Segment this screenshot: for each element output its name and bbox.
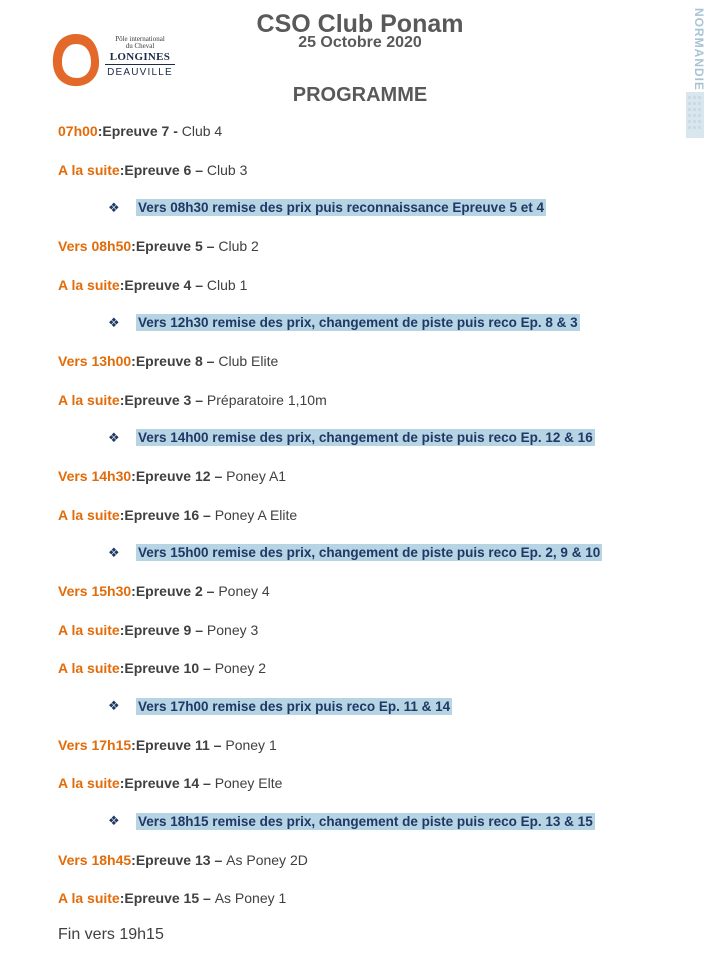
entry-category: Poney 2 bbox=[214, 659, 267, 676]
entry-event: Epreuve 6 – bbox=[124, 161, 204, 178]
programme-list bbox=[58, 112, 658, 917]
entry-event: Epreuve 4 – bbox=[124, 276, 204, 293]
schedule-entry bbox=[58, 112, 658, 150]
diamond-bullet-icon: ❖ bbox=[108, 429, 120, 445]
entry-event: Epreuve 5 – bbox=[135, 238, 215, 255]
diamond-bullet-icon: ❖ bbox=[108, 544, 120, 560]
entry-colon: : bbox=[119, 621, 125, 638]
note-text: Vers 14h00 remise des prix, changement de piste puis reco Ep. 12 & 16 bbox=[138, 430, 593, 446]
diamond-bullet-icon: ❖ bbox=[108, 698, 120, 714]
schedule-entry bbox=[58, 572, 658, 610]
entry-time: Vers 17h15 bbox=[58, 736, 132, 753]
entry-time: Vers 14h30 bbox=[58, 468, 132, 485]
normandie-text: NORMANDIE bbox=[692, 8, 706, 91]
entry-colon: : bbox=[119, 391, 125, 408]
schedule-entry bbox=[58, 495, 658, 533]
end-time: Fin vers 19h15 bbox=[58, 926, 164, 943]
entry-colon: : bbox=[119, 775, 125, 792]
entry-event: Epreuve 13 – bbox=[135, 851, 223, 868]
note-text: Vers 18h15 remise des prix, changement de piste puis reco Ep. 13 & 15 bbox=[138, 813, 593, 829]
entry-category: Préparatoire 1,10m bbox=[206, 391, 327, 408]
entry-time: Vers 18h45 bbox=[58, 851, 132, 868]
entry-category: Club 3 bbox=[206, 161, 248, 178]
page-title: CSO Club Ponam bbox=[256, 10, 464, 38]
normandie-brand-logo bbox=[684, 6, 706, 138]
schedule-note bbox=[58, 802, 658, 840]
entry-time: A la suite bbox=[58, 621, 120, 638]
note-text: Vers 17h00 remise des prix puis reco Ep. 11 & 14 bbox=[138, 698, 451, 714]
entry-category: As Poney 2D bbox=[226, 851, 308, 868]
entry-event: Epreuve 11 – bbox=[135, 736, 222, 753]
schedule-entry bbox=[58, 726, 658, 764]
entry-time: A la suite bbox=[58, 391, 120, 408]
schedule-entry bbox=[58, 380, 658, 418]
schedule-note bbox=[58, 419, 658, 457]
entry-category: Poney A1 bbox=[226, 468, 287, 485]
entry-colon: : bbox=[131, 851, 136, 868]
entry-colon: : bbox=[119, 890, 125, 907]
diamond-bullet-icon: ❖ bbox=[108, 199, 120, 215]
entry-colon: : bbox=[131, 736, 136, 753]
entry-category: As Poney 1 bbox=[214, 890, 287, 907]
entry-category: Poney 1 bbox=[225, 736, 277, 753]
entry-colon: : bbox=[131, 238, 136, 255]
entry-time: A la suite bbox=[58, 161, 120, 178]
entry-time: A la suite bbox=[58, 659, 120, 676]
schedule-note bbox=[58, 534, 658, 572]
entry-time: A la suite bbox=[58, 276, 120, 293]
diamond-bullet-icon: ❖ bbox=[108, 314, 120, 330]
entry-event: Epreuve 16 – bbox=[124, 506, 211, 523]
schedule-entry bbox=[58, 764, 658, 802]
schedule-note bbox=[58, 189, 658, 227]
entry-event: Epreuve 12 – bbox=[135, 468, 223, 485]
entry-event: Epreuve 9 – bbox=[124, 621, 204, 638]
entry-time: Vers 08h50 bbox=[58, 238, 132, 255]
schedule-note bbox=[58, 687, 658, 725]
schedule-entry bbox=[58, 649, 658, 687]
entry-event: Epreuve 7 - bbox=[102, 123, 178, 140]
entry-category: Poney 3 bbox=[206, 621, 259, 638]
entry-colon: : bbox=[97, 123, 103, 140]
schedule-entry bbox=[58, 342, 658, 380]
entry-category: Club 1 bbox=[206, 276, 248, 293]
entry-event: Epreuve 14 – bbox=[124, 775, 211, 792]
entry-colon: : bbox=[119, 161, 125, 178]
entry-time: A la suite bbox=[58, 506, 120, 523]
note-text: Vers 15h00 remise des prix, changement de piste puis reco Ep. 2, 9 & 10 bbox=[138, 545, 601, 561]
entry-colon: : bbox=[131, 353, 136, 370]
entry-category: Club Elite bbox=[218, 353, 279, 370]
entry-category: Poney A Elite bbox=[214, 506, 298, 523]
schedule-entry bbox=[58, 265, 658, 303]
logo-line-1: Pôle international bbox=[115, 35, 165, 43]
entry-category: Club 2 bbox=[218, 238, 259, 255]
entry-colon: : bbox=[131, 468, 136, 485]
schedule-entry bbox=[58, 150, 658, 188]
entry-time: A la suite bbox=[58, 775, 120, 792]
entry-time: Vers 15h30 bbox=[58, 583, 132, 600]
note-text: Vers 12h30 remise des prix, changement de piste puis reco Ep. 8 & 3 bbox=[138, 315, 578, 331]
entry-colon: : bbox=[119, 659, 125, 676]
entry-time: 07h00 bbox=[58, 123, 98, 140]
schedule-entry bbox=[58, 879, 658, 917]
entry-event: Epreuve 10 – bbox=[124, 659, 211, 676]
entry-colon: : bbox=[131, 583, 136, 600]
logo-longines: LONGINES bbox=[105, 52, 175, 65]
logo-line-2: du Cheval bbox=[125, 42, 155, 50]
entry-time: Vers 13h00 bbox=[58, 353, 132, 370]
schedule-entry bbox=[58, 227, 658, 265]
entry-colon: : bbox=[119, 276, 125, 293]
diamond-bullet-icon: ❖ bbox=[108, 813, 120, 829]
logo-deauville: DEAUVILLE bbox=[107, 67, 173, 78]
entry-event: Epreuve 3 – bbox=[124, 391, 204, 408]
entry-category: Club 4 bbox=[181, 123, 223, 140]
schedule-entry bbox=[58, 457, 658, 495]
entry-colon: : bbox=[119, 506, 125, 523]
entry-event: Epreuve 8 – bbox=[135, 353, 215, 370]
schedule-entry bbox=[58, 610, 658, 648]
entry-category: Poney Elte bbox=[214, 775, 283, 792]
note-text: Vers 08h30 remise des prix puis reconnaissance Epreuve 5 et 4 bbox=[138, 200, 544, 216]
programme-heading: PROGRAMME bbox=[292, 84, 428, 106]
schedule-entry bbox=[58, 841, 658, 879]
schedule-note bbox=[58, 304, 658, 342]
entry-category: Poney 4 bbox=[218, 583, 270, 600]
event-date: 25 Octobre 2020 bbox=[298, 34, 422, 51]
entry-event: Epreuve 15 – bbox=[124, 890, 211, 907]
entry-time: A la suite bbox=[58, 890, 120, 907]
entry-event: Epreuve 2 – bbox=[135, 583, 215, 600]
